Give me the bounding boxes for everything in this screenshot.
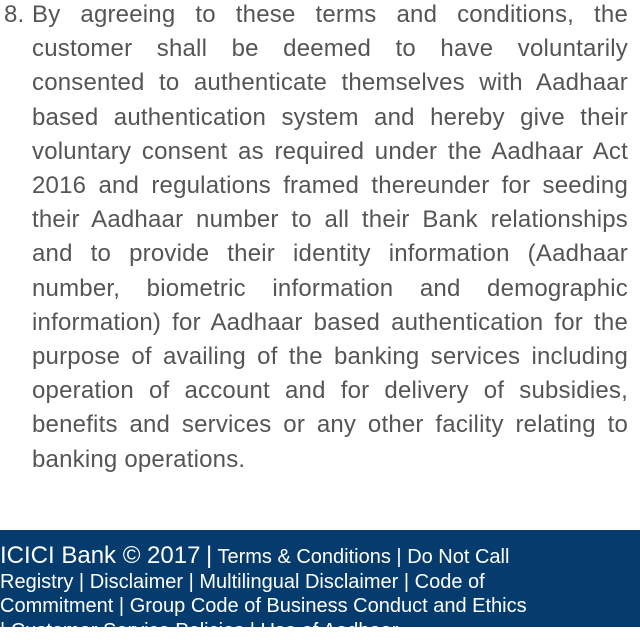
copyright-text: ICICI Bank © 2017 (0, 542, 201, 569)
footer-separator: | (249, 619, 255, 642)
footer-link-group-code[interactable]: Group Code of Business Conduct and Ethics (129, 595, 527, 617)
footer-link-do-not-call[interactable]: Do Not Call Registry (0, 546, 510, 593)
footer-link-multilingual-disclaimer[interactable]: Multilingual Disclaimer (199, 570, 399, 593)
footer-link-code-of-commitment[interactable]: Code of Commitment (0, 570, 485, 617)
clause-number: 8. (4, 1, 25, 28)
footer-links (0, 544, 530, 643)
footer-link-customer-service[interactable]: Customer Service Policies (10, 619, 245, 642)
footer-separator: | (188, 570, 194, 593)
footer-separator: | (78, 570, 85, 593)
footer-link-disclaimer[interactable]: Disclaimer (89, 570, 184, 593)
clause-text: By agreeing to these terms and conditions, the customer shall be deemed to have voluntarily consented to authenticate themselves with Aadhaar based authentication system and hereby give their voluntary consent as required under the Aadhaar Act 2016 and regulations framed thereunder for seeding their Aadhaar number to all their Bank relationships and to provide their identity information (Aadhaar number, biometric information and demographic information) for Aadhaar based authentication for the purpose of availing of the banking services including operation of account and for delivery of subsidies, benefits and services or any other facility relating to banking operations. (32, 1, 628, 473)
footer-separator: | (396, 546, 402, 568)
footer-separator: | (403, 570, 410, 593)
footer-link-aadhaar[interactable]: Use of Aadhaar (260, 619, 399, 642)
footer-separator: | (118, 595, 125, 617)
terms-clause (4, 0, 628, 477)
site-footer (0, 530, 640, 642)
footer-separator: | (206, 542, 213, 569)
footer-separator: | (0, 619, 6, 642)
footer-link-terms[interactable]: Terms & Conditions (217, 546, 391, 568)
